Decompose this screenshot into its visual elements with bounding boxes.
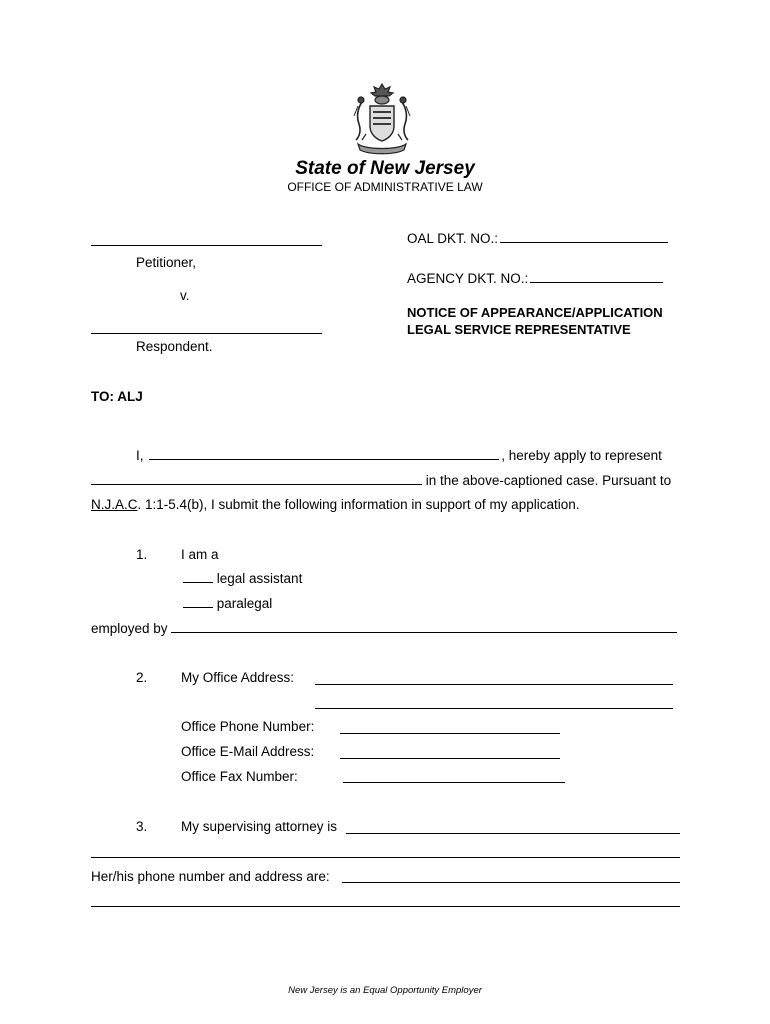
employed-by-label: employed by <box>91 621 168 636</box>
represented-party-input[interactable] <box>91 484 422 485</box>
supervising-attorney-input[interactable] <box>346 833 680 834</box>
to-line: TO: ALJ <box>91 389 143 404</box>
versus-label: v. <box>180 288 190 303</box>
oal-docket-label: OAL DKT. NO.: <box>407 231 499 246</box>
paralegal-label: paralegal <box>216 596 273 611</box>
legal-assistant-option <box>183 572 302 586</box>
office-fax-input[interactable] <box>343 782 565 783</box>
intro-i-label: I, <box>136 448 144 463</box>
respondent-name-line[interactable] <box>91 333 322 334</box>
oal-docket-field <box>407 232 668 246</box>
employed-by-field <box>91 622 677 636</box>
phone-address-input-1[interactable] <box>342 882 680 883</box>
item-2-number: 2. <box>136 670 148 685</box>
legal-assistant-label: legal assistant <box>216 571 303 586</box>
oal-docket-input[interactable] <box>500 242 668 243</box>
njac-citation: N.J.A.C <box>91 497 138 512</box>
notice-title-line2: LEGAL SERVICE REPRESENTATIVE <box>407 322 631 337</box>
office-phone-input[interactable] <box>340 733 560 734</box>
petitioner-label: Petitioner, <box>136 255 197 270</box>
office-address-label: My Office Address: <box>181 670 295 685</box>
item-1-number: 1. <box>136 547 148 562</box>
respondent-label: Respondent. <box>136 339 213 354</box>
employer-input[interactable] <box>171 632 677 633</box>
agency-docket-input[interactable] <box>530 282 663 283</box>
petitioner-name-line[interactable] <box>91 245 322 246</box>
item-3-number: 3. <box>136 819 148 834</box>
applicant-name-input[interactable] <box>149 459 499 460</box>
phone-address-label: Her/his phone number and address are: <box>91 869 330 884</box>
supervising-attorney-label: My supervising attorney is <box>181 819 338 834</box>
intro-rule-text: . 1:1-5.4(b), I submit the following information in support of my application. <box>137 497 580 512</box>
supervising-attorney-input-2[interactable] <box>91 857 680 858</box>
paralegal-checkbox[interactable] <box>183 607 213 608</box>
intro-line2 <box>91 474 671 488</box>
office-name: OFFICE OF ADMINISTRATIVE LAW <box>287 180 483 194</box>
intro-case-text: in the above-captioned case. Pursuant to <box>425 473 672 488</box>
footer-text: New Jersey is an Equal Opportunity Employer <box>288 985 482 996</box>
intro-line1 <box>136 449 662 463</box>
agency-docket-label: AGENCY DKT. NO.: <box>407 271 529 286</box>
office-address-input-2[interactable] <box>315 708 673 709</box>
office-email-label: Office E-Mail Address: <box>181 744 315 759</box>
notice-title-line1: NOTICE OF APPEARANCE/APPLICATION <box>407 305 663 320</box>
office-address-input-1[interactable] <box>315 684 673 685</box>
phone-address-input-2[interactable] <box>91 906 680 907</box>
office-email-input[interactable] <box>340 758 560 759</box>
office-fax-label: Office Fax Number: <box>181 769 298 784</box>
nj-state-seal-icon <box>348 80 416 158</box>
state-title: State of New Jersey <box>295 158 475 179</box>
paralegal-option <box>183 597 272 611</box>
intro-apply-text: , hereby apply to represent <box>501 448 662 463</box>
agency-docket-field <box>407 272 663 286</box>
legal-assistant-checkbox[interactable] <box>183 582 213 583</box>
intro-line3 <box>91 498 579 512</box>
office-phone-label: Office Phone Number: <box>181 719 315 734</box>
item-1-text: I am a <box>181 547 219 562</box>
